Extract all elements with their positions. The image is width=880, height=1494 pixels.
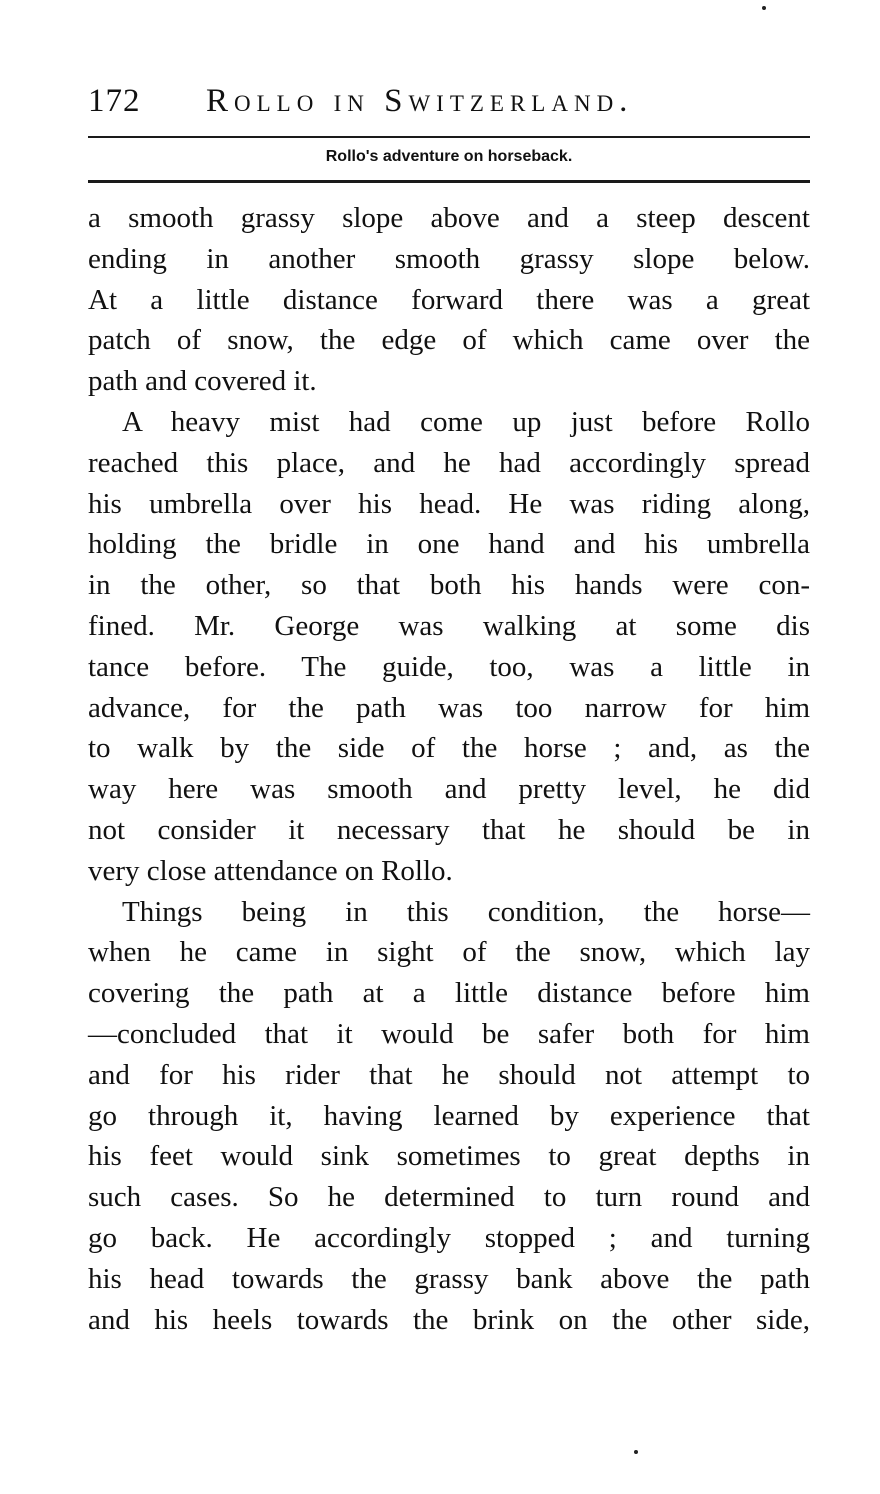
text-line: advance, for the path was too narrow for him xyxy=(88,691,810,724)
text-line: not consider it necessary that he should be in xyxy=(88,813,810,846)
text-line: his umbrella over his head. He was riding along, xyxy=(88,487,810,520)
page-number: 172 xyxy=(88,83,141,119)
header-rule-top xyxy=(88,136,810,138)
running-head xyxy=(88,76,810,126)
text-line: At a little distance forward there was a great xyxy=(88,283,810,316)
text-line: and his heels towards the brink on the other side, xyxy=(88,1303,810,1336)
header-rule-bottom xyxy=(88,180,810,183)
text-line: his feet would sink sometimes to great depths in xyxy=(88,1140,810,1173)
scan-speck xyxy=(762,6,766,10)
text-line: when he came in sight of the snow, which lay xyxy=(88,936,810,969)
text-line: tance before. The guide, too, was a little in xyxy=(88,650,810,683)
text-line: go back. He accordingly stopped ; and turning xyxy=(88,1221,810,1254)
text-line: A heavy mist had come up just before Rollo xyxy=(122,405,810,438)
text-line: —concluded that it would be safer both for him xyxy=(88,1017,810,1050)
text-line: fined. Mr. George was walking at some dis xyxy=(88,609,810,642)
text-line: holding the bridle in one hand and his umbrella xyxy=(88,528,810,561)
book-title: Rollo in Switzerland. xyxy=(206,83,634,119)
text-line: in the other, so that both his hands were con- xyxy=(88,569,810,602)
scan-speck xyxy=(634,1450,638,1454)
text-line: go through it, having learned by experience that xyxy=(88,1099,810,1132)
text-line: very close attendance on Rollo. xyxy=(88,854,453,887)
text-line: way here was smooth and pretty level, he did xyxy=(88,773,810,806)
text-line: such cases. So he determined to turn round and xyxy=(88,1181,810,1214)
text-line: ending in another smooth grassy slope below. xyxy=(88,242,810,275)
body-text xyxy=(88,198,810,1340)
text-line: covering the path at a little distance before him xyxy=(88,977,810,1010)
text-line: to walk by the side of the horse ; and, as the xyxy=(88,732,810,765)
text-line: patch of snow, the edge of which came over the xyxy=(88,324,810,357)
text-line: his head towards the grassy bank above the path xyxy=(88,1262,810,1295)
text-line: path and covered it. xyxy=(88,365,317,398)
text-line: reached this place, and he had accordingly spread xyxy=(88,446,810,479)
text-line: Things being in this condition, the horse— xyxy=(122,895,810,928)
chapter-subhead: Rollo's adventure on horseback. xyxy=(325,148,573,165)
text-line: and for his rider that he should not attempt to xyxy=(88,1058,810,1091)
text-line: a smooth grassy slope above and a steep descent xyxy=(88,202,810,234)
